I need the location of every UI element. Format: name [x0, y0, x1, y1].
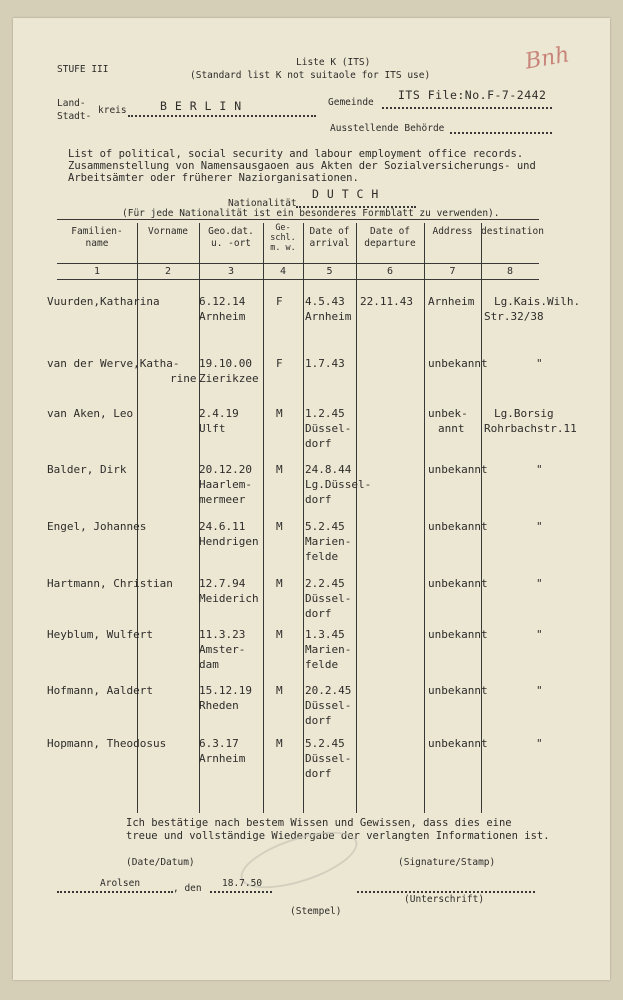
cell-arr2: Arnheim [305, 310, 352, 323]
header-familienname: Familien- name [71, 226, 123, 249]
cell-arr1: 5.2.45 [305, 737, 345, 750]
cell-name: van Aken, Leo [47, 407, 134, 420]
cell-sex: M [276, 520, 283, 533]
cell-addr1: unbek- [428, 407, 468, 420]
cell-dest1: " [536, 463, 543, 476]
cell-birth1: 12.7.94 [199, 577, 246, 590]
cell-name: van der Werve,Katha- [47, 357, 180, 370]
cell-dest1: " [536, 577, 543, 590]
list-title: Liste K (ITS) [296, 57, 371, 68]
cell-birth3: dam [199, 658, 219, 671]
stadt-label: Stadt- [57, 111, 92, 122]
cell-dest1: " [536, 684, 543, 697]
signature-label: (Signature/Stamp) [398, 857, 496, 868]
cell-birth1: 6.3.17 [199, 737, 239, 750]
cell-birth2: Haarlem- [199, 478, 252, 491]
column-number: 3 [227, 266, 235, 277]
column-divider-1 [137, 223, 138, 813]
cell-name: Heyblum, Wulfert [47, 628, 153, 641]
column-divider-4 [303, 223, 304, 813]
cell-dest1: " [536, 520, 543, 533]
cell-birth1: 6.12.14 [199, 295, 246, 308]
intro-line-2: Zusammenstellung von Namensausgaoen aus Akten der Sozialversicherungs- und [68, 160, 536, 172]
cell-arr1: 1.3.45 [305, 628, 345, 641]
cell-sex: M [276, 577, 283, 590]
cell-birth1: 15.12.19 [199, 684, 252, 697]
cell-addr1: unbekannt [428, 520, 488, 533]
cell-dest1: Lg.Borsig [494, 407, 554, 420]
cell-dest1: " [536, 628, 543, 641]
cell-birth2: Amster- [199, 643, 246, 656]
column-divider-7 [481, 223, 482, 813]
kreis-value: B E R L I N [160, 99, 242, 113]
cell-dest1: " [536, 357, 543, 370]
cell-sex: M [276, 684, 283, 697]
cell-addr1: unbekannt [428, 357, 488, 370]
cell-sex: M [276, 407, 283, 420]
cell-arr2: Düssel- [305, 592, 352, 605]
cell-arr2: Lg.Düssel- [305, 478, 372, 491]
column-number: 2 [164, 266, 172, 277]
table-number-rule [57, 279, 539, 280]
cell-addr1: unbekannt [428, 577, 488, 590]
cell-arr1: 1.2.45 [305, 407, 345, 420]
column-number: 5 [326, 266, 333, 277]
cell-birth1: 20.12.20 [199, 463, 252, 476]
cell-name: Hopmann, Theodosus [47, 737, 167, 750]
cell-arr1: 24.8.44 [305, 463, 352, 476]
kreis-dotted-line [128, 115, 316, 117]
cell-arr1: 20.2.45 [305, 684, 352, 697]
land-label: Land- [57, 98, 86, 109]
cell-name: Engel, Johannes [47, 520, 147, 533]
cell-birth3: mermeer [199, 493, 246, 506]
header-vorname: Vorname [147, 226, 189, 237]
cell-sex: M [276, 463, 283, 476]
cell-arr2: Düssel- [305, 752, 352, 765]
cell-sex: F [276, 357, 283, 370]
cell-dest2: Str.32/38 [484, 310, 544, 323]
cell-arr3: dorf [305, 493, 332, 506]
signature-dotted-line [357, 891, 535, 893]
gemeinde-dotted-line [382, 107, 552, 109]
cell-name: Balder, Dirk [47, 463, 127, 476]
stempel-label: (Stempel) [290, 906, 342, 917]
cell-addr1: unbekannt [428, 684, 488, 697]
cell-arr3: dorf [305, 714, 332, 727]
table-top-rule [57, 219, 539, 220]
cell-addr1: unbekannt [428, 463, 488, 476]
handwritten-initials: Bnh [523, 42, 572, 75]
cell-dest1: " [536, 737, 543, 750]
cell-addr1: unbekannt [428, 628, 488, 641]
cell-arr2: Marien- [305, 535, 352, 548]
cell-birth2: Meiderich [199, 592, 259, 605]
cell-arr3: dorf [305, 607, 332, 620]
cell-birth2: Arnheim [199, 310, 246, 323]
column-divider-5 [356, 223, 357, 813]
cell-arr2: Marien- [305, 643, 352, 656]
cell-birth2: Hendrigen [199, 535, 259, 548]
cell-dest2: Rohrbachstr.11 [484, 422, 577, 435]
cell-name: Hartmann, Christian [47, 577, 173, 590]
intro-line-3: Arbeitsämter oder früherer Naziorganisationen. [68, 172, 359, 184]
confirmation-line-2: treue und vollständige Wiedergabe der verlangten Informationen ist. [126, 830, 550, 842]
header-geschlecht: Ge- schl. m. w. [270, 223, 296, 253]
cell-addr1: unbekannt [428, 737, 488, 750]
table-header-rule [57, 263, 539, 264]
cell-sex: M [276, 628, 283, 641]
column-divider-6 [424, 223, 425, 813]
cell-sex: M [276, 737, 283, 750]
nationality-value: D U T C H [312, 187, 379, 201]
cell-addr2: annt [438, 422, 465, 435]
column-number: 7 [449, 266, 456, 277]
gemeinde-label: Gemeinde [328, 97, 374, 108]
cell-arr3: felde [305, 550, 339, 563]
list-subtitle: (Standard list K not suitaole for ITS use) [190, 70, 431, 81]
confirmation-line-1: Ich bestätige nach bestem Wissen und Gewissen, dass dies eine [126, 817, 512, 829]
cell-dest1: Lg.Kais.Wilh. [494, 295, 581, 308]
header-destination: destination [481, 226, 544, 237]
ausstellende-label: Ausstellende Behörde [330, 123, 445, 134]
cell-birth2: Arnheim [199, 752, 246, 765]
header-arrival: Date of arrival [309, 226, 350, 249]
cell-name: Vuurden,Katharina [47, 295, 160, 308]
intro-line-1: List of political, social security and labour employment office records. [68, 148, 524, 160]
date-value: 18.7.50 [222, 878, 263, 889]
cell-birth1: 11.3.23 [199, 628, 246, 641]
cell-dep: 22.11.43 [360, 295, 413, 308]
header-address: Address [432, 226, 473, 237]
cell-arr1: 1.7.43 [305, 357, 345, 370]
cell-birth1: 19.10.00 [199, 357, 252, 370]
cell-arr1: 4.5.43 [305, 295, 345, 308]
header-geburt: Geo.dat. u. -ort [208, 226, 254, 249]
cell-name2: rine [170, 372, 197, 385]
column-number: 6 [386, 266, 394, 277]
cell-arr2: Düssel- [305, 699, 352, 712]
column-number: 1 [93, 266, 101, 277]
cell-birth2: Ulft [199, 422, 226, 435]
date-dotted-line [210, 891, 272, 893]
column-number: 4 [279, 266, 287, 277]
cell-arr3: felde [305, 658, 339, 671]
nationality-note: (Für jede Nationalität ist ein besonderes Formblatt zu verwenden). [122, 208, 500, 219]
cell-name: Hofmann, Aaldert [47, 684, 153, 697]
stufe-label: STUFE III [57, 64, 109, 75]
cell-arr2: Düssel- [305, 422, 352, 435]
den-label: , den [173, 883, 202, 894]
date-label: (Date/Datum) [126, 857, 195, 868]
header-departure: Date of departure [364, 226, 416, 249]
cell-arr3: dorf [305, 437, 332, 450]
place-value: Arolsen [100, 878, 141, 889]
cell-birth1: 24.6.11 [199, 520, 246, 533]
cell-birth2: Zierikzee [199, 372, 259, 385]
cell-birth1: 2.4.19 [199, 407, 239, 420]
ausstellende-dotted-line [450, 132, 552, 134]
cell-addr1: Arnheim [428, 295, 475, 308]
cell-arr3: dorf [305, 767, 332, 780]
its-file-number: ITS File:No.F-7-2442 [398, 88, 547, 102]
nationality-label: Nationalität [228, 198, 297, 209]
cell-birth2: Rheden [199, 699, 239, 712]
cell-arr1: 2.2.45 [305, 577, 345, 590]
column-divider-3 [263, 223, 264, 813]
place-dotted-line [57, 891, 173, 893]
unterschrift-label: (Unterschrift) [404, 894, 485, 905]
cell-arr1: 5.2.45 [305, 520, 345, 533]
kreis-label: kreis [98, 105, 127, 116]
column-number: 8 [506, 266, 514, 277]
cell-sex: F [276, 295, 283, 308]
